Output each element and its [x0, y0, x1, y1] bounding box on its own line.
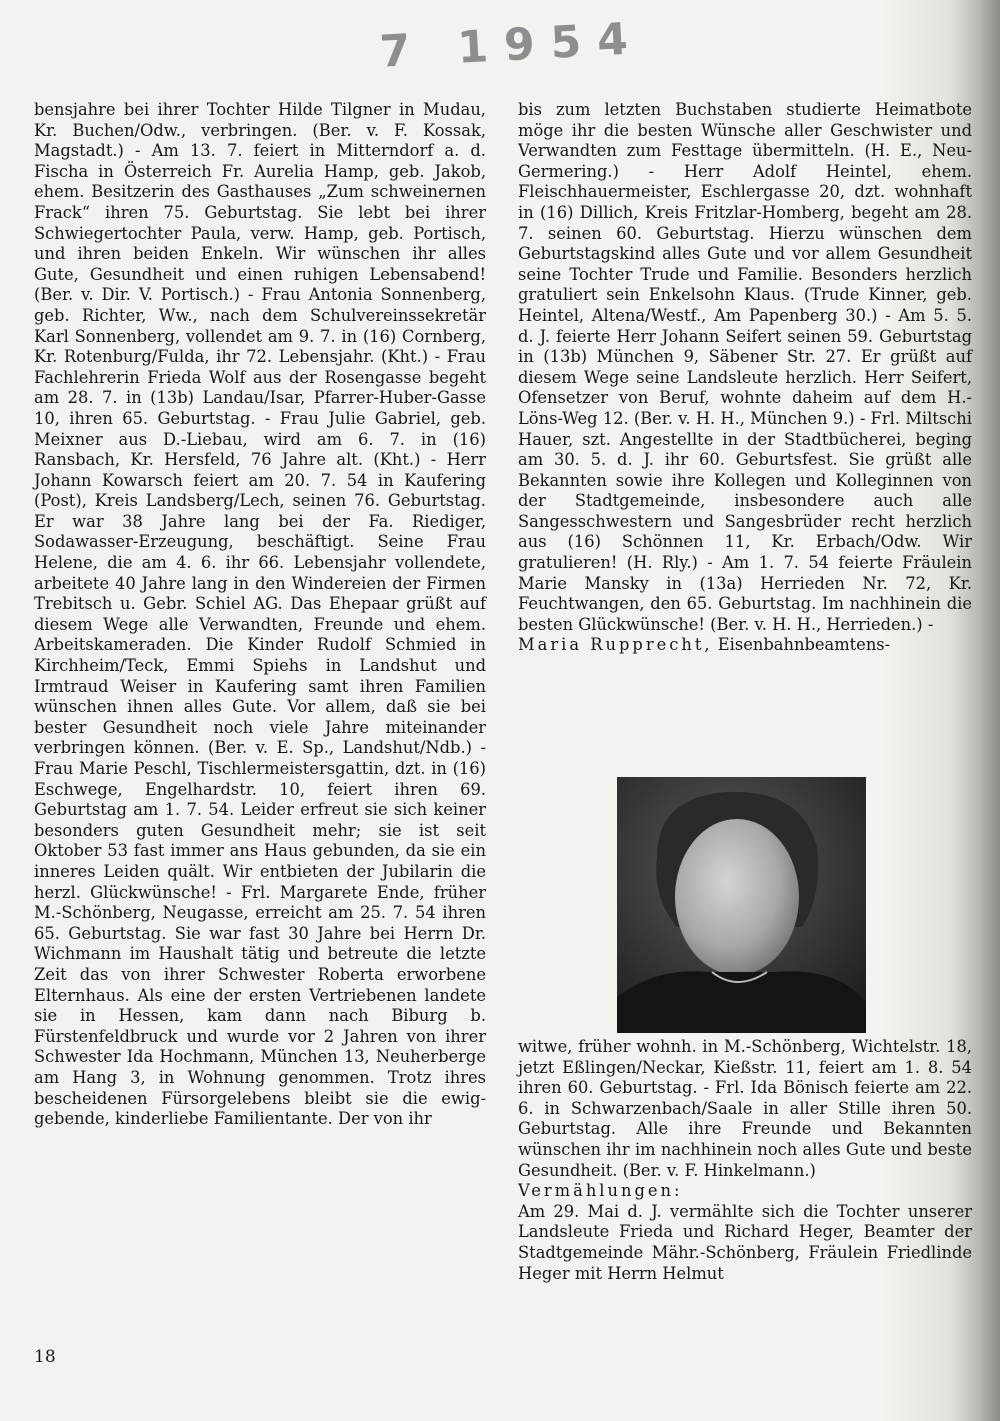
right-column-text-top: bis zum letzten Buchstaben studierte Heimatbote möge ihr die besten Wünsche aller Geschwister und Verwandten zum Festtage übermitteln. (H. E., Neu-Germering.) - Herr Adolf Heintel, ehem. Fleischhauermeister, Eschlergasse 20, dzt. wohnhaft in (16) Dillich, Kreis Fritzlar-Homberg, begeht am 28. 7. seinen 60. Geburtstag. Hierzu wünschen dem Geburtstagskind alles Gute und vor allem Gesundheit seine Tochter Trude und Familie. Besonders herzlich gratuliert sein Enkelsohn Klaus. (Trude Kinner, geb. Heintel, Altena/Westf., Am Papenberg 30.) - Am 5. 5. d. J. feierte Herr Johann Seifert seinen 59. Geburtstag in (13b) München 9, Säbener Str. 27. Er grüßt auf diesem Wege seine Landsleute herzlich. Herr Seifert, Ofensetzer von Beruf, wohnte daheim auf dem H.-Löns-Weg 12. (Ber. v. H. H., München 9.) - Frl. Miltschi Hauer, szt. Angestellte in der Stadtbücherei, beging am 30. 5. d. J. ihr 60. Geburtsfest. Sie grüßt alle Bekannten sowie ihre Kollegen und Kolleginnen von der Stadtgemeinde, insbesondere auch alle Sangesschwestern und Sangesbrüder recht herzlich aus (16) Schönnen 11, Kr. Erbach/Odw. Wir gratulieren! (H. Rly.) - Am 1. 7. 54 feierte Fräulein Marie Mansky in (13a) Herrieden Nr. 72, Kr. Feuchtwangen, den 65. Geburtstag. Im nachhinein die besten Glückwünsche! (Ber. v. H. H., Herrieden.) -	[518, 100, 972, 634]
spaced-name: Maria Rupprecht,	[518, 635, 713, 655]
name-line-continuation: Eisenbahnbeamtens-	[712, 635, 891, 655]
right-column-text-bottom: witwe, früher wohnh. in M.-Schönberg, Wichtelstr. 18, jetzt Eßlingen/Neckar, Kießstr. 11, feiert am 1. 8. 54 ihren 60. Geburtstag. - Frl. Ida Bönisch feierte am 22. 6. in Schwarzenbach/Saale in aller Stille ihren 50. Geburtstag. Alle ihre Freunde und Bekannten wünschen ihr im nachhinein noch alles Gute und beste Gesundheit. (Ber. v. F. Hinkelmann.)	[518, 1037, 972, 1180]
section-heading-vermaehlungen: Vermählungen:	[518, 1181, 683, 1201]
page-number: 18	[34, 1347, 56, 1367]
portrait-photo	[617, 777, 866, 1033]
left-column-text: bensjahre bei ihrer Tochter Hilde Tilgner in Mudau, Kr. Buchen/Odw., verbringen. (Ber. v. F. Kossak, Magstadt.) - Am 13. 7. feiert in Mitterndorf a. d. Fischa in Österreich Fr. Aurelia Hamp, geb. Jakob, ehem. Besitzerin des Gasthauses „Zum schweinernen Frack“ ihren 75. Geburtstag. Sie lebt bei ihrer Schwiegertochter Paula, verw. Hamp, geb. Portisch, und ihren beiden Enkeln. Wir wünschen ihr alles Gute, Gesundheit und einen ruhigen Lebensabend! (Ber. v. Dir. V. Portisch.) - Frau Antonia Sonnenberg, geb. Richter, Ww., nach dem Schulvereinssekretär Karl Sonnenberg, vollendet am 9. 7. in (16) Cornberg, Kr. Rotenburg/Fulda, ihr 72. Lebensjahr. (Kht.) - Frau Fachlehrerin Frieda Wolf aus der Rosengasse begeht am 28. 7. in (13b) Landau/Isar, Pfarrer-Huber-Gasse 10, ihren 65. Geburtstag. - Frau Julie Gabriel, geb. Meixner aus D.-Liebau, wird am 6. 7. in (16) Ransbach, Kr. Hersfeld, 76 Jahre alt. (Kht.) - Herr Johann Kowarsch feiert am 20. 7. 54 in Kaufering (Post), Kreis Landsberg/Lech, seinen 76. Geburtstag. Er war 38 Jahre lang bei der Fa. Riediger, Sodawasser-Erzeugung, beschäftigt. Seine Frau Helene, die am 4. 6. ihr 66. Lebensjahr vollendete, arbeitete 40 Jahre lang in den Windereien der Firmen Trebitsch u. Gebr. Schiel AG. Das Ehepaar grüßt auf diesem Wege alle Verwandten, Freunde und ehem. Arbeitskameraden. Die Kinder Rudolf Schmied in Kirchheim/Teck, Emmi Spiehs in Landshut und Irmtraud Weiser in Kaufering samt ihren Familien wünschen ihnen alles Gute. Vor allem, daß sie bei bester Gesundheit noch viele Jahre miteinander verbringen können. (Ber. v. E. Sp., Landshut/Ndb.) - Frau Marie Peschl, Tischlermeistersgattin, dzt. in (16) Eschwege, Engelhardstr. 10, feiert ihren 69. Geburtstag am 1. 7. 54. Leider erfreut sie sich keiner besonders guten Gesundheit mehr; sie ist seit Oktober 53 fast immer ans Haus gebunden, da sie ein inneres Leiden quält. Wir entbieten der Jubilarin die herzl. Glückwünsche! - Frl. Margarete Ende, früher M.-Schönberg, Neugasse, erreicht am 25. 7. 54 ihren 65. Geburtstag. Sie war fast 30 Jahre bei Herrn Dr. Wichmann im Haushalt tätig und betreute die letzte Zeit das von ihrer Schwester Roberta erworbene Elternhaus. Als eine der ersten Vertriebenen landete sie in Hessen, kam dann nach Biburg b. Fürstenfeldbruck und wurde vor 2 Jahren von ihrer Schwester Ida Hochmann, München 13, Neuherberge am Hang 3, in Wohnung genommen. Trotz ihres bescheidenen Fürsorgelebens bleibt sie die ewig-gebende, kinderliebe Familientante. Der von ihr	[34, 100, 486, 1129]
portrait-image	[617, 777, 866, 1033]
right-column-bottom	[518, 1037, 972, 1284]
dress-shape	[617, 971, 866, 1033]
right-column-text-final: Am 29. Mai d. J. vermählte sich die Tochter unserer Landsleute Frieda und Richard Heger, Beamter der Stadtgemeinde Mähr.-Schönberg, Fräulein Friedlinde Heger mit Herrn Helmut	[518, 1201, 972, 1283]
face-shape	[675, 819, 799, 975]
left-column	[34, 100, 486, 1130]
right-column-top	[518, 100, 972, 656]
right-column-name-line	[518, 635, 972, 656]
handwritten-year: 7 1954	[378, 13, 646, 78]
